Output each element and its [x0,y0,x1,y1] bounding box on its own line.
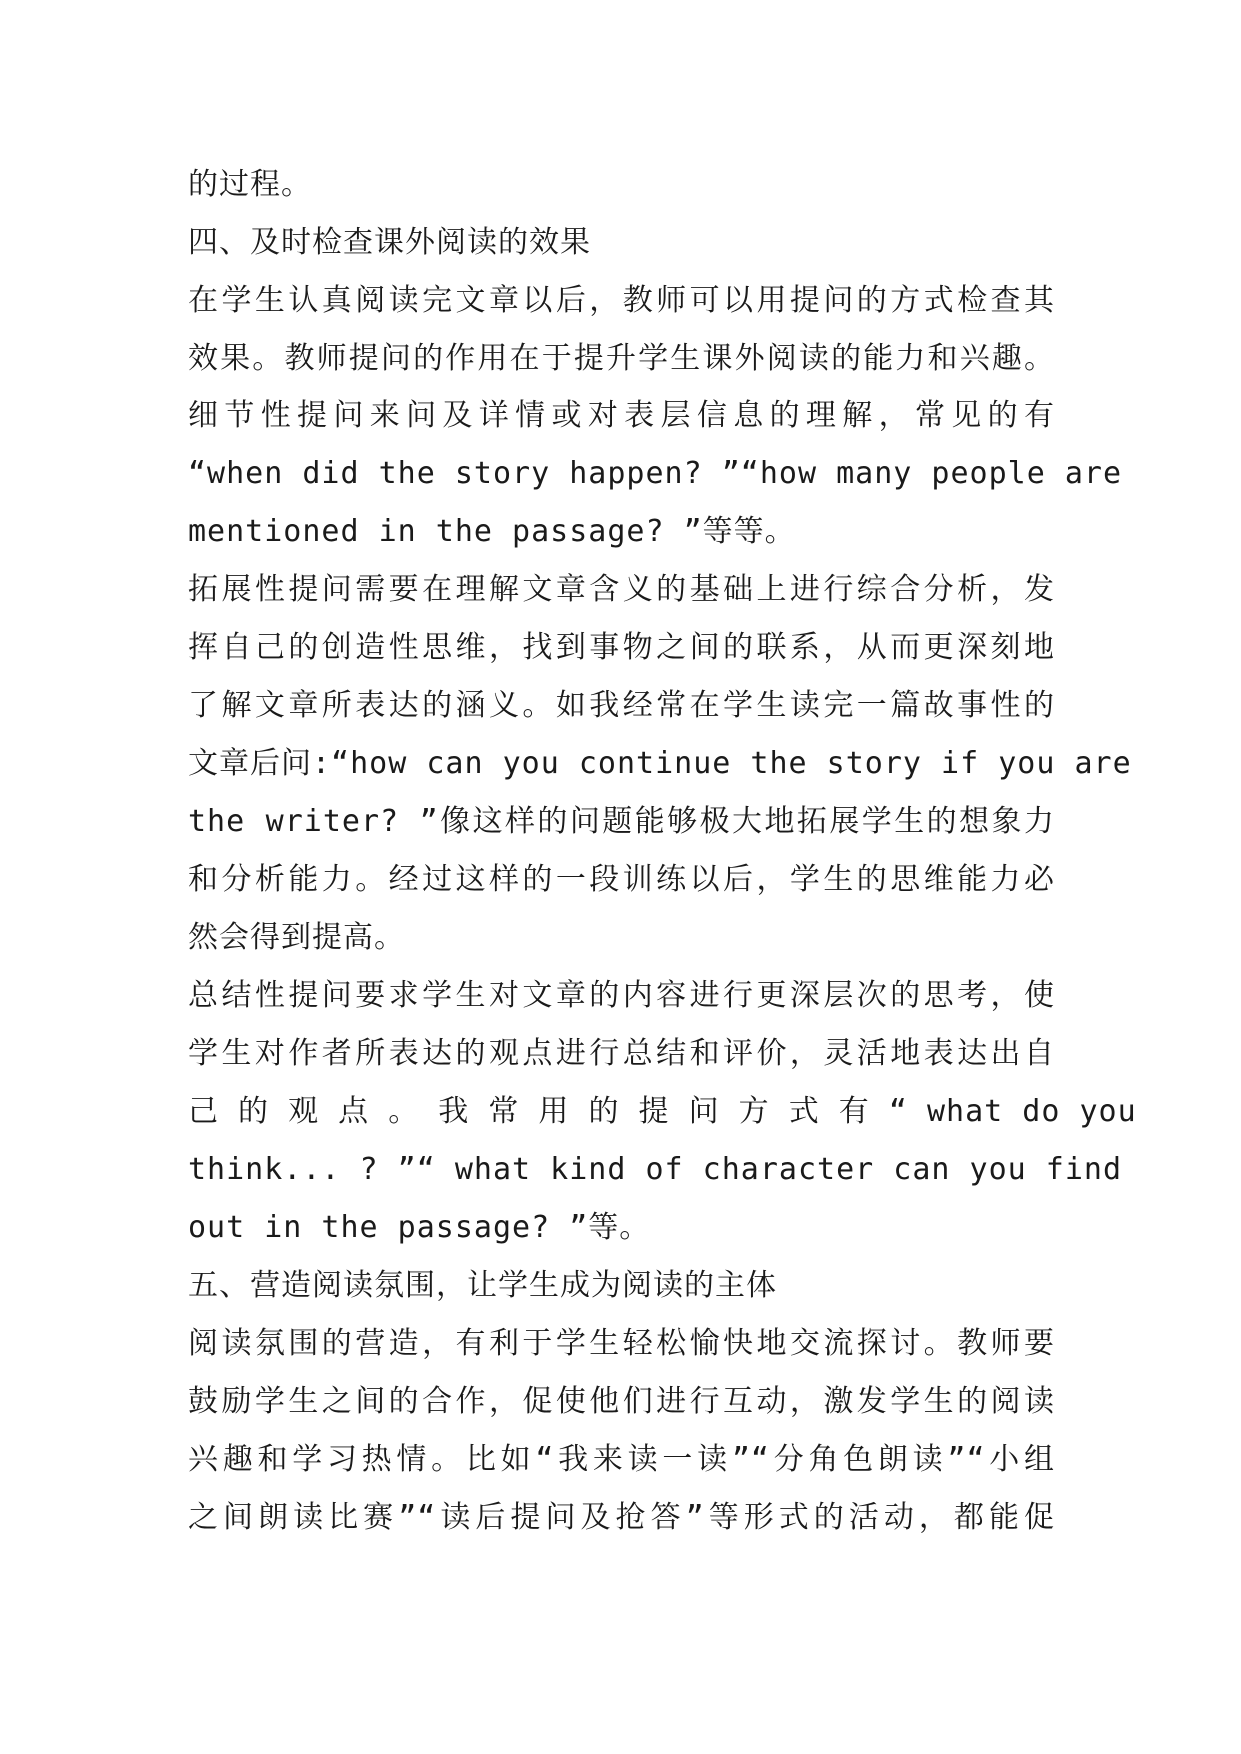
text-line-23: 兴趣和学习热情。比如“我来读一读”“分角色朗读”“小组 [188,1442,1055,1477]
text-line-21: 阅读氛围的营造，有利于学生轻松愉快地交流探讨。教师要 [188,1326,1055,1361]
text-line-15: 总结性提问要求学生对文章的内容进行更深层次的思考，使 [188,978,1055,1013]
text-line-3: 在学生认真阅读完文章以后，教师可以用提问的方式检查其 [188,283,1055,318]
text-line-9: 挥自己的创造性思维，找到事物之间的联系，从而更深刻地 [188,630,1055,665]
section-heading-5: 五、营造阅读氛围，让学生成为阅读的主体 [188,1268,777,1303]
text-line-10: 了解文章所表达的涵义。如我经常在学生读完一篇故事性的 [188,688,1055,723]
text-line-4: 效果。教师提问的作用在于提升学生课外阅读的能力和兴趣。 [188,341,1055,376]
text-line-7: mentioned in the passage? ”等等。 [188,514,796,549]
text-line-6: “when did the story happen? ”“how many people are [188,456,1123,491]
text-line-16: 学生对作者所表达的观点进行总结和评价，灵活地表达出自 [188,1036,1055,1071]
text-line-1: 的过程。 [188,167,312,202]
text-line-13: 和分析能力。经过这样的一段训练以后，学生的思维能力必 [188,862,1055,897]
text-line-24: 之间朗读比赛”“读后提问及抢答”等形式的活动，都能促 [188,1500,1055,1535]
section-heading-4: 四、及时检查课外阅读的效果 [188,225,591,260]
text-line-12: the writer? ”像这样的问题能够极大地拓展学生的想象力 [188,804,1055,839]
text-line-11: 文章后问:“how can you continue the story if you are [188,746,1132,781]
text-line-5: 细节性提问来问及详情或对表层信息的理解，常见的有 [188,398,1055,433]
text-line-19: out in the passage? ”等。 [188,1210,651,1245]
text-line-8: 拓展性提问需要在理解文章含义的基础上进行综合分析，发 [188,572,1055,607]
text-line-18: think... ? ”“ what kind of character can you find [188,1152,1123,1187]
text-line-14: 然会得到提高。 [188,920,405,955]
text-line-17: 己 的 观 点 。 我 常 用 的 提 问 方 式 有 “ what do you [188,1094,1137,1129]
text-line-22: 鼓励学生之间的合作，促使他们进行互动，激发学生的阅读 [188,1384,1055,1419]
